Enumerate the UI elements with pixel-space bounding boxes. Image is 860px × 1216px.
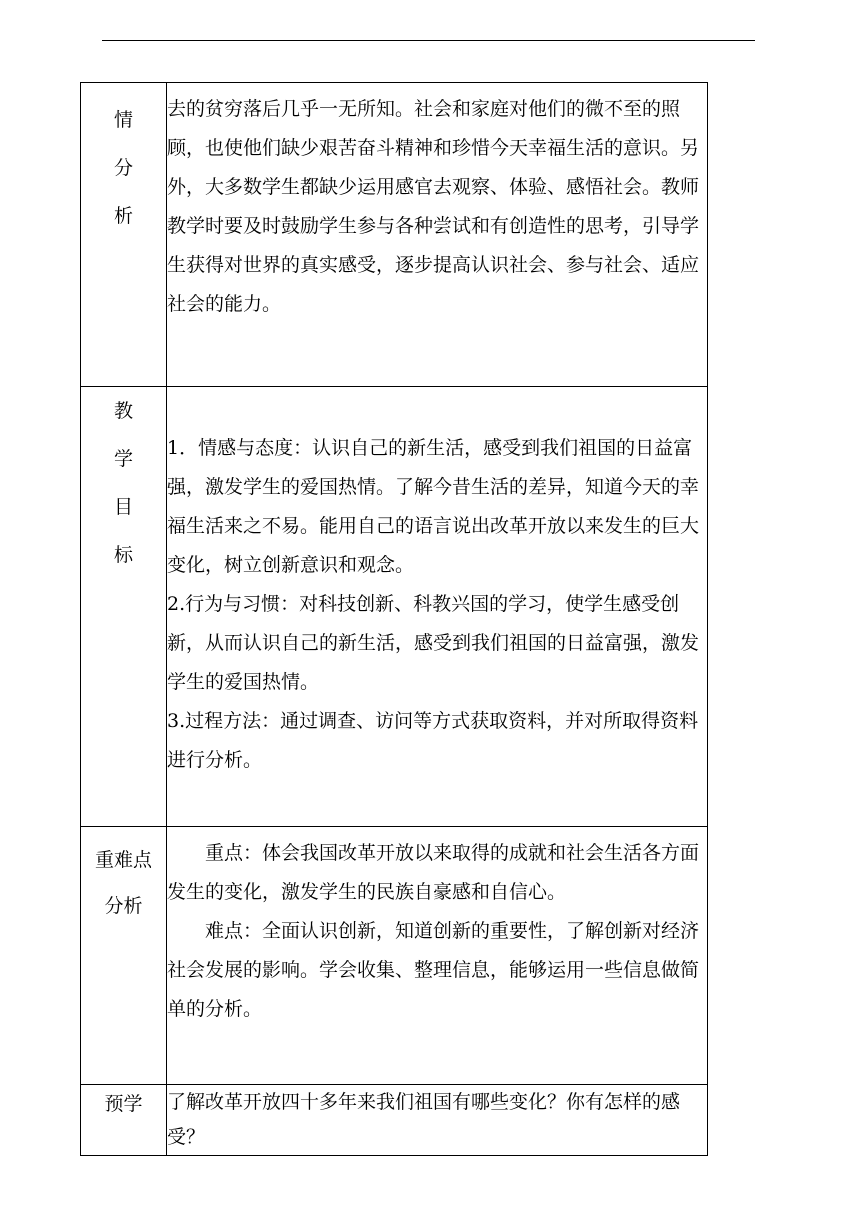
paragraph-goal-2: 2.行为与习惯：对科技创新、科教兴国的学习，使学生感受创新，从而认识自己的新生活，感受到我们祖国的日益富强，激发学生的爱国热情。	[167, 593, 700, 693]
label-line: 重难点	[94, 849, 152, 871]
label-char: 情	[113, 109, 133, 131]
row-content-key-difficult-points	[167, 827, 708, 1085]
paragraph-key-point: 重点：体会我国改革开放以来取得的成就和社会生活各方面发生的变化，激发学生的民族自豪感和自信心。	[167, 842, 700, 903]
label-text: 预学	[104, 1093, 143, 1115]
row-content-teaching-goals	[167, 387, 708, 827]
row-content-preview	[167, 1085, 708, 1156]
table-row-situation-analysis	[81, 83, 708, 387]
table-row-teaching-goals	[81, 387, 708, 827]
row-label-situation-analysis	[81, 83, 167, 387]
label-line: 分析	[104, 895, 143, 917]
paragraph: 去的贫穷落后几乎一无所知。社会和家庭对他们的微不至的照顾，也使他们缺少艰苦奋斗精神和珍惜今天幸福生活的意识。另外，大多数学生都缺少运用感官去观察、体验、感悟社会。教师教学时要及时鼓励学生参与各种尝试和有创造性的思考，引导学生获得对世界的真实感受，逐步提高认识社会、参与社会、适应社会的能力。	[167, 98, 700, 315]
table-row-key-difficult-points	[81, 827, 708, 1085]
label-char: 学	[113, 448, 133, 470]
label-char: 目	[113, 496, 133, 518]
row-content-situation-analysis	[167, 83, 708, 387]
paragraph-goal-1: 1．情感与态度：认识自己的新生活，感受到我们祖国的日益富强，激发学生的爱国热情。了解今昔生活的差异，知道今天的幸福生活来之不易。能用自己的语言说出改革开放以来发生的巨大变化，树立创新意识和观念。	[167, 437, 700, 576]
paragraph-difficult-point: 难点：全面认识创新，知道创新的重要性，了解创新对经济社会发展的影响。学会收集、整理信息，能够运用一些信息做简单的分析。	[167, 920, 700, 1020]
row-label-teaching-goals	[81, 387, 167, 827]
table-row-preview	[81, 1085, 708, 1156]
lesson-plan-table	[80, 82, 708, 1156]
label-char: 教	[113, 400, 133, 422]
label-char: 标	[113, 544, 133, 566]
label-char: 分	[113, 157, 133, 179]
row-label-preview	[81, 1085, 167, 1156]
row-label-key-difficult-points	[81, 827, 167, 1085]
header-rule	[102, 40, 755, 41]
paragraph: 了解改革开放四十多年来我们祖国有哪些变化？你有怎样的感受？	[167, 1091, 681, 1148]
paragraph-goal-3: 3.过程方法：通过调查、访问等方式获取资料，并对所取得资料进行分析。	[167, 710, 699, 771]
label-char: 析	[113, 205, 133, 227]
